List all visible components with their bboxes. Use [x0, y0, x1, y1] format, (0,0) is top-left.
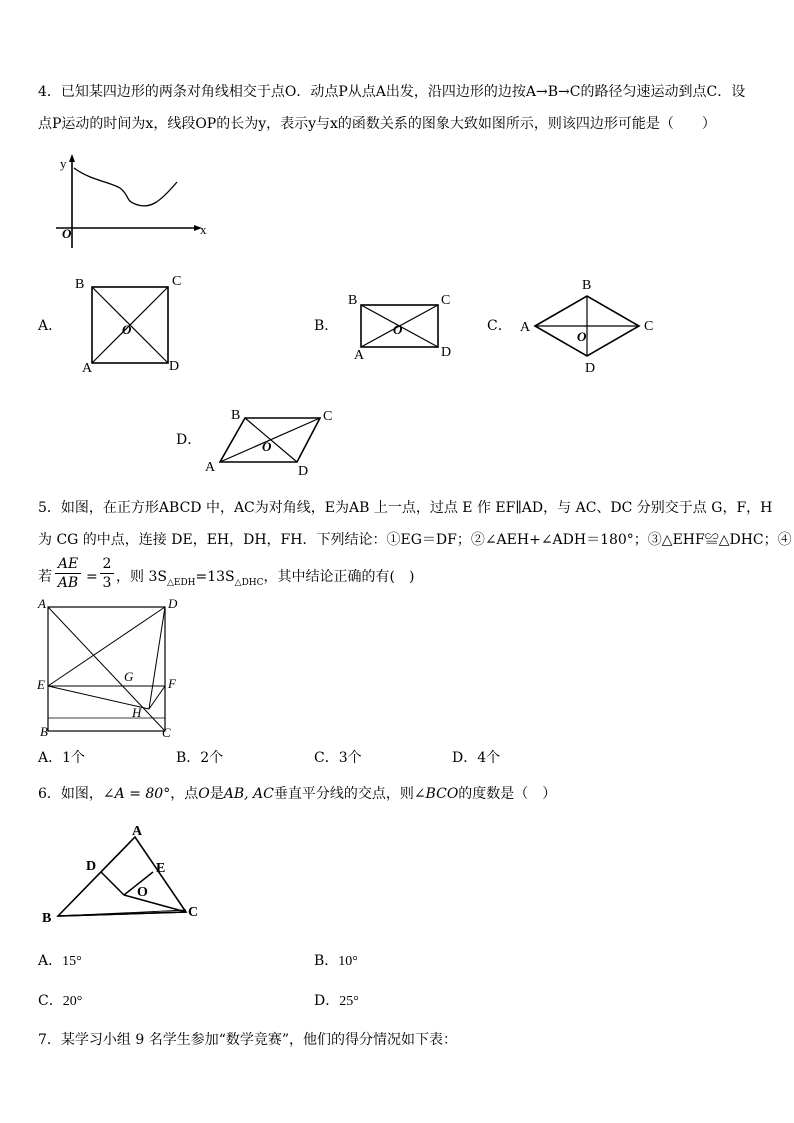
q5-label-e: E [37, 677, 45, 692]
q4-option-a-figure [70, 270, 190, 380]
q6-target-angle: ∠BCO [413, 786, 459, 802]
q6-label-a: A [132, 824, 143, 839]
q4-d-label-d: D [298, 464, 309, 479]
q6-lines: AB, AC [223, 786, 274, 802]
q4-b-label-o: O [393, 322, 403, 337]
q6-option-b-letter: B． [314, 953, 339, 969]
q5-square-figure [34, 596, 194, 746]
q4-d-label-c: C [323, 409, 333, 424]
q4-option-a-letter: A． [38, 318, 63, 334]
q4-c-label-b: B [582, 278, 592, 293]
q7-line1: 7．某学习小组 9 名学生参加“数学竞赛”，他们的得分情况如下表： [38, 1032, 458, 1048]
q5-line3-mid: ，则 3S [116, 569, 167, 585]
q5-fraction-2-3 [100, 556, 114, 591]
q6-option-c-value: 20° [62, 994, 83, 1009]
q6-option-d-value: 25° [339, 994, 359, 1009]
q4-c-label-a: A [520, 320, 531, 335]
q4-line2: 点P运动的时间为x，线段OP的长为y，表示y与x的函数关系的图象大致如图所示，则该四边形可能是（ ） [38, 116, 716, 132]
q4-a-label-d: D [169, 359, 180, 374]
q6-angle-a: ∠A = 80° [102, 786, 171, 802]
q4-c-label-o: O [577, 329, 587, 344]
q5-label-h: H [132, 705, 142, 720]
q4-option-d-figure [200, 403, 350, 481]
q6-text-pre: 6．如图， [38, 786, 103, 802]
q6-option-a-value: 15° [62, 954, 82, 969]
q4-b-label-b: B [348, 293, 358, 308]
q4-a-label-a: A [82, 361, 93, 376]
q6-line1 [38, 786, 556, 802]
q5-option-c: C．3个 [314, 750, 362, 766]
q6-option-d-letter: D． [314, 993, 340, 1009]
q6-label-o: O [137, 885, 148, 900]
q5-sub-dhc: △DHC [234, 577, 264, 588]
q5-label-c: C [162, 725, 171, 740]
q4-function-graph [50, 152, 220, 252]
q5-label-b: B [40, 724, 48, 739]
q4-option-c-figure [515, 275, 665, 380]
q4-a-label-b: B [75, 277, 85, 292]
q5-sub-edh: △EDH [166, 577, 196, 588]
q4-b-label-d: D [441, 345, 452, 360]
q4-option-c-letter: C． [487, 318, 512, 334]
q6-option-a-letter: A． [38, 953, 63, 969]
q4-d-label-o: O [262, 439, 272, 454]
q4-b-label-c: C [441, 293, 451, 308]
q5-line3-prefix: 若 [38, 569, 52, 585]
q5-label-a: A [38, 596, 46, 611]
q5-label-d: D [168, 596, 178, 611]
q5-fraction-ae-ab [55, 556, 81, 591]
q5-option-b: B．2个 [176, 750, 224, 766]
q4-d-label-a: A [205, 460, 216, 475]
q4-line1: 4．已知某四边形的两条对角线相交于点O．动点P从点A出发，沿四边形的边按A→B→C的路径匀速运动到点C．设 [38, 84, 746, 100]
q5-line1: 5．如图，在正方形ABCD 中，AC为对角线，E为AB 上一点，过点 E 作 EF∥AD，与 AC、DC 分别交于点 G，F，H [38, 500, 773, 516]
q4-graph-x-label: x [200, 222, 207, 237]
q4-option-b-letter: B． [314, 318, 339, 334]
q6-option-c [38, 993, 82, 1010]
q4-b-label-a: A [354, 348, 365, 363]
q5-line3-rest [116, 569, 414, 591]
q6-text-mid2: 是 [209, 786, 224, 802]
q4-a-label-o: O [122, 322, 132, 337]
q4-graph-y-label: y [60, 156, 67, 171]
q5-frac-den: AB [57, 575, 79, 591]
q6-text-mid3: 垂直平分线的交点，则 [273, 786, 414, 802]
q5-frac-val-num: 2 [102, 556, 112, 572]
q6-text-mid: ，点 [170, 786, 199, 802]
q5-label-g: G [124, 669, 134, 684]
q5-label-f: F [168, 676, 176, 691]
q4-c-label-c: C [644, 319, 654, 334]
q6-label-c: C [188, 905, 199, 920]
q5-frac-num: AE [57, 556, 79, 572]
q6-option-c-letter: C． [38, 993, 63, 1009]
q5-option-d: D．4个 [452, 750, 501, 766]
q4-a-label-c: C [172, 274, 182, 289]
q5-frac-val-den: 3 [102, 575, 112, 591]
q4-graph-origin: O [62, 226, 72, 241]
q5-line2: 为 CG 的中点，连接 DE，EH，DH，FH．下列结论：①EG＝DF；②∠AEH+∠ADH＝180°；③△EHF≌△DHC；④ [38, 532, 792, 548]
q5-frac-equals: = [86, 569, 98, 585]
q6-point-o: O [198, 786, 210, 802]
q6-label-e: E [156, 861, 166, 876]
q6-label-b: B [42, 911, 52, 926]
q4-option-b-figure [340, 288, 470, 363]
q6-option-b [314, 953, 358, 970]
q5-line3-mid2: =13S [195, 569, 235, 585]
q6-option-b-value: 10° [338, 954, 358, 969]
q5-option-a: A．1个 [38, 750, 86, 766]
q6-text-post: 的度数是（ ） [458, 786, 557, 802]
q6-option-d [314, 993, 359, 1010]
q6-label-d: D [86, 859, 97, 874]
q5-line3-post: ，其中结论正确的有( ) [263, 569, 415, 585]
q4-c-label-d: D [585, 361, 596, 376]
q4-d-label-b: B [231, 408, 241, 423]
q6-triangle-figure [38, 822, 208, 927]
q6-option-a [38, 953, 82, 970]
q4-option-d-letter: D． [176, 432, 202, 448]
